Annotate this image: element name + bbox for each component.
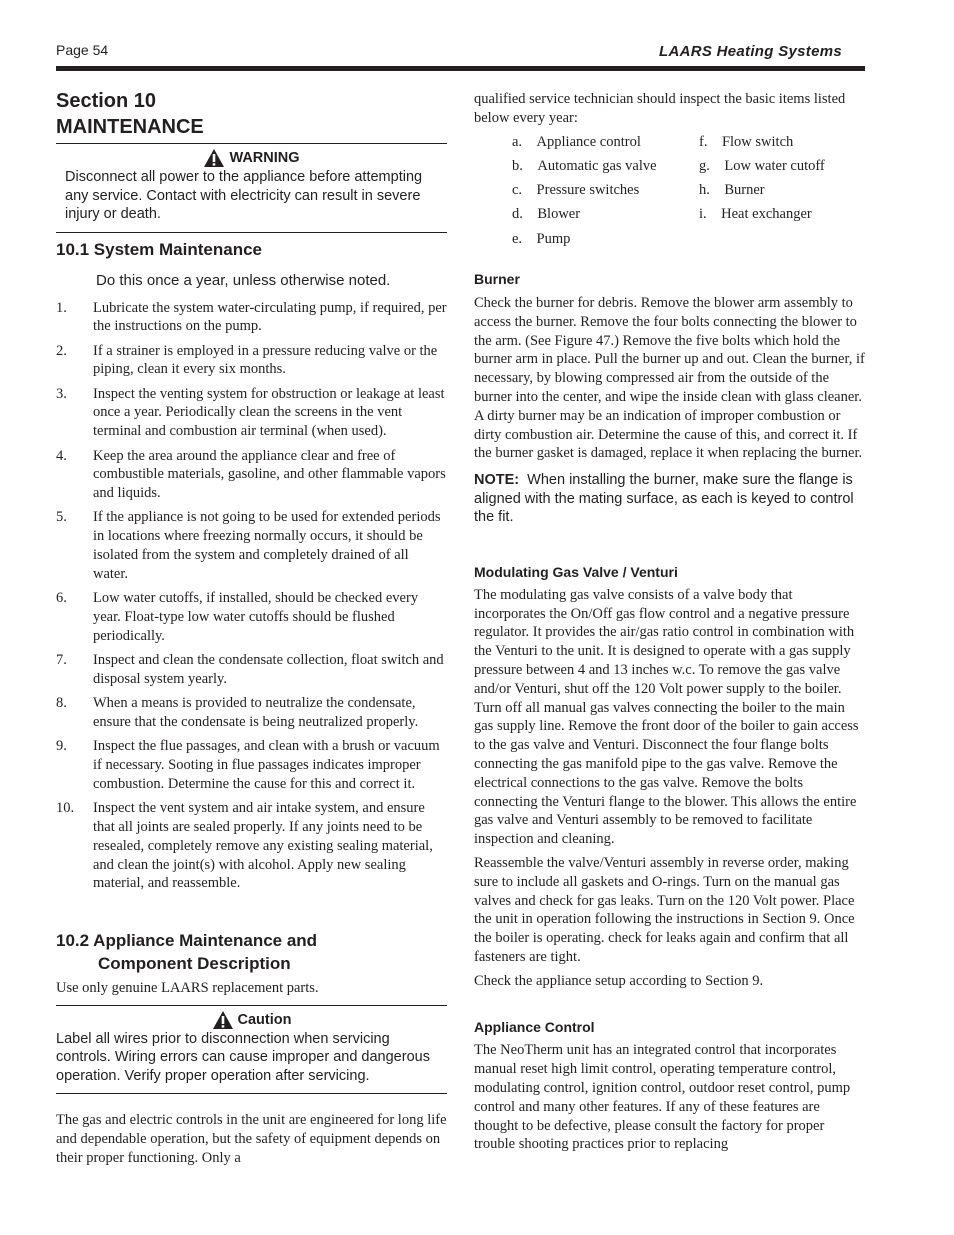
caution-icon (212, 1010, 234, 1030)
section-title (56, 88, 447, 140)
brand-name: LAARS Heating Systems (658, 43, 842, 60)
section-name: MAINTENANCE (56, 116, 204, 138)
gas-valve-paragraph-1: The modulating gas valve consists of a valve body that incorporates the On/Off gas flow control and a negative pressure regulator. It provides the air/gas ratio control in combination with the Venturi to the unit. It is designed to operate with a gas supply pressure between 4 and 13 inches w.c. To remove the gas valve and/or Venturi, shut off the 120 Volt power supply to the boiler. Turn off all manual gas valves connecting the boiler to the main gas supply line. Remove the front door of the boiler to gain access to the gas valve and Venturi. Disconnect the four flange bolts connecting the gas manifold pipe to the gas valve. Remove the electrical connections to the gas valve. Remove the bolts connecting the Venturi flange to the blower. This allows the entire gas valve and Venturi assembly to be removed to facilitate inspection and cleaning. (474, 586, 859, 848)
note-label: NOTE: (474, 472, 520, 489)
list-item: c. Pressure switches (512, 182, 640, 199)
page-number: Page 54 (56, 42, 109, 58)
list-item: 4. Keep the area around the appliance clear and free of combustible materials, gasoline, and other flammable vapors and liquids. (56, 447, 446, 502)
list-item: 8. When a means is provided to neutralize the condensate, ensure that the condensate is being neutralized properly. (56, 695, 419, 730)
controls-paragraph-continued: qualified service technician should inspect the basic items listed below every year: (474, 91, 846, 126)
list-item: 1. Lubricate the system water-circulating pump, if required, per the instructions on the pump. (56, 299, 447, 335)
caution-title: Caution (237, 1011, 292, 1028)
maintenance-steps-list (56, 299, 447, 894)
list-item: e. Pump (512, 230, 571, 247)
list-item: 3. Inspect the venting system for obstruction or leakage at least once a year. Periodically clean the screens in the vent terminal and combustion air terminal (when used). (56, 385, 445, 440)
list-item: 2. If a strainer is employed in a pressure reducing valve or the piping, clean it every six months. (56, 342, 438, 378)
burner-paragraph: Check the burner for debris. Remove the blower arm assembly to access the burner. Remove the four bolts connecting the blower to the arm. (See Figure 47.) Remove the five bolts which hold the burner arm in place. Pull the burner up and out. Clean the burner, if necessary, by blowing compressed air from the outside of the burner into the center, and wipe the inside clean with glass cleaner. A dirty burner may be an indication of improper combustion or dirty combustion air. Determine the cause of this, and correct it. If the burner gasket is damaged, replace it when replacing the burner. (474, 295, 865, 462)
system-maintenance-heading: 10.1 System Maintenance (56, 239, 262, 259)
parts-note: Use only genuine LAARS replacement parts. (56, 980, 319, 997)
burner-note (474, 471, 866, 527)
appliance-control-paragraph: The NeoTherm unit has an integrated control that incorporates manual reset high limit control, operating temperature control, modulating control, ignition control, outdoor reset control, pump control and many other features. If any of these features are thought to be defective, please consult the factory for proper trouble shooting practices prior to replacing (474, 1042, 851, 1153)
left-column (56, 88, 447, 1168)
caution-header (56, 1010, 447, 1030)
header-rule (56, 66, 865, 71)
inspection-items (512, 133, 866, 254)
list-item: i. Heat exchanger (699, 206, 812, 223)
list-item: f. Flow switch (699, 133, 794, 150)
list-item: 6. Low water cutoffs, if installed, should be checked every year. Float-type low water cutoffs should be flushed periodically. (56, 590, 419, 644)
caution-box (56, 1005, 447, 1095)
list-item: d. Blower (512, 206, 581, 223)
list-item: 9. Inspect the flue passages, and clean with a brush or vacuum if necessary. Sooting in flue passages indicates improper combustion. Determine the cause for this and correct it. (56, 738, 440, 792)
warning-title: WARNING (229, 150, 300, 166)
warning-text: Disconnect all power to the appliance before attempting any service. Contact with electricity can result in severe injury or death. (65, 169, 423, 222)
list-item: 10. Inspect the vent system and air intake system, and ensure that all joints are sealed properly. If any joints need to be resealed, completely remove any existing sealing material, and clean the joint(s) with alcohol. Apply new sealing material, and reassemble. (56, 800, 433, 892)
system-maintenance-intro: Do this once a year, unless otherwise noted. (96, 271, 391, 289)
list-item: 7. Inspect and clean the condensate collection, float switch and disposal system yearly. (56, 652, 444, 687)
caution-text: Label all wires prior to disconnection when servicing controls. Wiring errors can cause improper and dangerous operation. Verify proper operation after servicing. (56, 1030, 430, 1084)
section-number: Section 10 (56, 90, 157, 112)
appliance-control-heading: Appliance Control (474, 1019, 595, 1036)
note-text: When installing the burner, make sure the flange is aligned with the mating surface, as each is keyed to control the fit. (474, 472, 854, 526)
list-item: 5. If the appliance is not going to be used for extended periods in locations where freezing normally occurs, it should be isolated from the system and completely drained of all water. (56, 509, 441, 582)
burner-heading: Burner (474, 271, 520, 288)
gas-valve-heading: Modulating Gas Valve / Venturi (474, 563, 678, 580)
gas-valve-paragraph-2: Reassemble the valve/Venturi assembly in reverse order, making sure to include all gaskets and O-rings. Turn on the manual gas valves and check for gas leaks. Turn on the 120 Volt power. Place the unit in operation following the instructions in Section 9. Once the boiler is operating. check for leaks again and confirm that all fasteners are tight. (474, 854, 855, 965)
list-item: h. Burner (699, 182, 765, 199)
controls-paragraph: The gas and electric controls in the unit are engineered for long life and dependable operation, but the safety of equipment depends on their proper functioning. Only a (56, 1112, 447, 1166)
list-item: g. Low water cutoff (699, 157, 825, 174)
list-item: a. Appliance control (512, 133, 641, 150)
right-column (474, 90, 866, 1154)
warning-box (56, 143, 447, 233)
appliance-maintenance-heading: 10.2 Appliance Maintenance and Component Description (56, 931, 318, 974)
gas-valve-paragraph-3: Check the appliance setup according to Section 9. (474, 972, 764, 989)
warning-icon (203, 148, 225, 168)
warning-header (56, 148, 447, 168)
list-item: b. Automatic gas valve (512, 157, 657, 174)
